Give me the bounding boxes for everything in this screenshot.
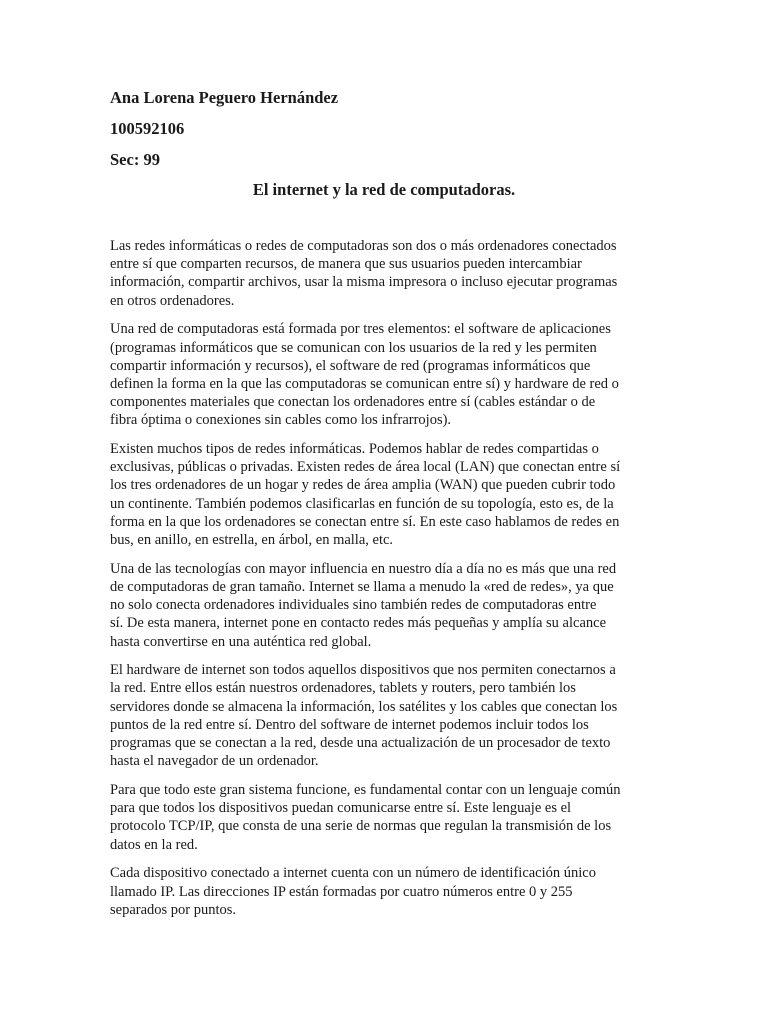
paragraph: El hardware de internet son todos aquellos dispositivos que nos permiten conectarnos a la red. Entre ellos están nuestros ordenadores, tablets y routers, pero también los servidores donde se almacena la información, los satélites y los cables que conectan los puntos de la red entre sí. Dentro del software de internet podemos incluir todos los programas que se conectan a la red, desde una actualización de un procesador de texto hasta el navegador de un ordenador. xyxy=(110,662,618,770)
paragraph: Para que todo este gran sistema funcione, es fundamental contar con un lenguaje común para que todos los dispositivos puedan comunicarse entre sí. Este lenguaje es el protocolo TCP/IP, que consta de una serie de normas que regulan la transmisión de los datos en la red. xyxy=(110,781,621,853)
paragraph: Las redes informáticas o redes de computadoras son dos o más ordenadores conectados entre sí que comparten recursos, de manera que sus usuarios pueden intercambiar información, compartir archivos, usar la misma impresora o incluso ejecutar programas en otros ordenadores. xyxy=(110,238,618,309)
student-id: 100592106 xyxy=(110,119,185,138)
document-body xyxy=(110,237,660,929)
paragraph: Una red de computadoras está formada por tres elementos: el software de aplicaciones (programas informáticos que se comunican con los usuarios de la red y les permiten compartir información y recursos), el software de red (programas informáticos que definen la forma en la que las computadoras se comunican entre sí) y hardware de red o componentes materiales que conectan los ordenadores entre sí (cables estándar o de fibra óptima o conexiones sin cables como los infrarrojos). xyxy=(110,321,619,429)
section-label: Sec: 99 xyxy=(110,150,160,169)
paragraph: Una de las tecnologías con mayor influencia en nuestro día a día no es más que una red de computadoras de gran tamaño. Internet se llama a menudo la «red de redes», ya que no solo conecta ordenadores individuales sino también redes de computadoras entre sí. De esta manera, internet pone en contacto redes más pequeñas y amplía su alcance hasta convertirse en una auténtica red global. xyxy=(110,560,617,650)
paragraph: Cada dispositivo conectado a internet cuenta con un número de identificación único llamado IP. Las direcciones IP están formadas por cuatro números entre 0 y 255 separados por puntos. xyxy=(110,865,596,918)
author-name: Ana Lorena Peguero Hernández xyxy=(110,88,339,107)
document-title: El internet y la red de computadoras. xyxy=(252,180,516,199)
paragraph: Existen muchos tipos de redes informáticas. Podemos hablar de redes compartidas o exclusivas, públicas o privadas. Existen redes de área local (LAN) que conectan entre sí los tres ordenadores de un hogar y redes de área amplia (WAN) que pueden cubrir todo un continente. También podemos clasificarlas en función de su topología, esto es, de la forma en la que los ordenadores se conectan entre sí. En este caso hablamos de redes en bus, en anillo, en estrella, en árbol, en malla, etc. xyxy=(110,441,621,549)
